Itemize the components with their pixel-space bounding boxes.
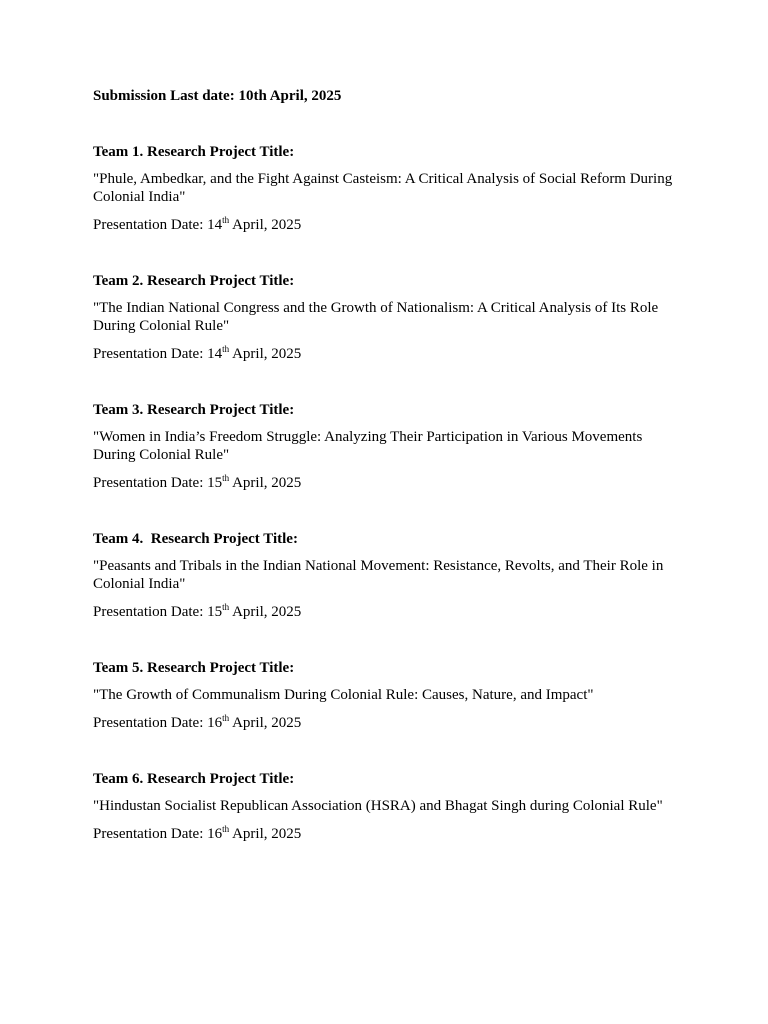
team-section-2 xyxy=(93,271,683,364)
date-rest: April, 2025 xyxy=(229,346,302,362)
date-prefix: Presentation Date: 15 xyxy=(93,604,223,620)
team-section-6 xyxy=(93,769,683,844)
presentation-date xyxy=(93,713,683,733)
date-ordinal: th xyxy=(222,473,230,483)
team-heading: Team 6. Research Project Title: xyxy=(93,771,295,787)
team-heading: Team 2. Research Project Title: xyxy=(93,273,295,289)
project-title: "The Growth of Communalism During Colonial Rule: Causes, Nature, and Impact" xyxy=(93,687,594,703)
team-section-5 xyxy=(93,658,683,733)
date-ordinal: th xyxy=(222,215,230,225)
project-title: "Women in India’s Freedom Struggle: Analyzing Their Participation in Various Movements During Colonial Rule" xyxy=(93,429,643,463)
date-rest: April, 2025 xyxy=(229,217,302,233)
project-title: "Peasants and Tribals in the Indian National Movement: Resistance, Revolts, and Their Role in Colonial India" xyxy=(93,558,664,592)
presentation-date xyxy=(93,215,683,235)
team-heading: Team 3. Research Project Title: xyxy=(93,402,295,418)
date-prefix: Presentation Date: 15 xyxy=(93,475,223,491)
date-rest: April, 2025 xyxy=(229,715,302,731)
date-ordinal: th xyxy=(222,824,230,834)
date-ordinal: th xyxy=(222,713,230,723)
date-rest: April, 2025 xyxy=(229,604,302,620)
team-section-4 xyxy=(93,529,683,622)
team-section-1 xyxy=(93,142,683,235)
document-page xyxy=(93,86,683,844)
presentation-date xyxy=(93,602,683,622)
date-prefix: Presentation Date: 16 xyxy=(93,826,223,842)
team-section-3 xyxy=(93,400,683,493)
team-heading: Team 4. Research Project Title: xyxy=(93,531,298,547)
date-ordinal: th xyxy=(222,344,230,354)
submission-deadline: Submission Last date: 10th April, 2025 xyxy=(93,88,342,104)
team-heading: Team 5. Research Project Title: xyxy=(93,660,295,676)
presentation-date xyxy=(93,473,683,493)
project-title: "Hindustan Socialist Republican Association (HSRA) and Bhagat Singh during Colonial Rule" xyxy=(93,798,663,814)
date-rest: April, 2025 xyxy=(229,475,302,491)
date-rest: April, 2025 xyxy=(229,826,302,842)
date-ordinal: th xyxy=(222,602,230,612)
date-prefix: Presentation Date: 16 xyxy=(93,715,223,731)
presentation-date xyxy=(93,344,683,364)
team-heading: Team 1. Research Project Title: xyxy=(93,144,295,160)
date-prefix: Presentation Date: 14 xyxy=(93,346,223,362)
project-title: "Phule, Ambedkar, and the Fight Against Casteism: A Critical Analysis of Social Reform During Colonial India" xyxy=(93,171,673,205)
project-title: "The Indian National Congress and the Growth of Nationalism: A Critical Analysis of Its Role During Colonial Rule" xyxy=(93,300,659,334)
presentation-date xyxy=(93,824,683,844)
date-prefix: Presentation Date: 14 xyxy=(93,217,223,233)
